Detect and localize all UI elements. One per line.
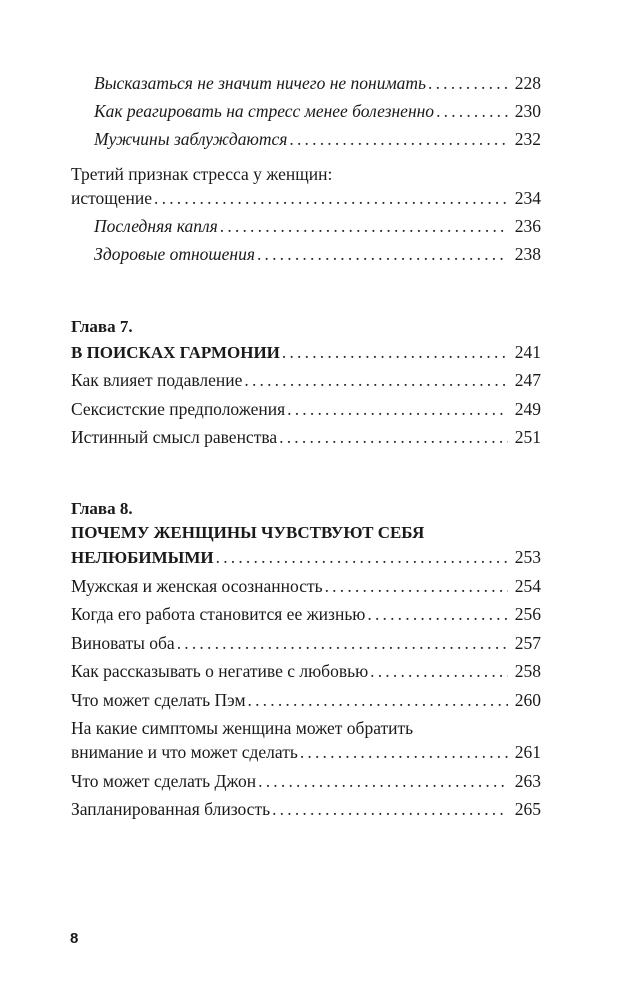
- toc-entry-title: Высказаться не значит ничего не понимать: [94, 73, 427, 93]
- toc-entry: [71, 602, 541, 626]
- toc-entry-title: Мужская и женская осознанность: [71, 576, 323, 596]
- toc-entry-title: Что может сделать Пэм: [71, 690, 246, 710]
- toc-entry: [71, 397, 541, 421]
- toc-entry: [71, 688, 541, 712]
- toc-entry-title: Как реагировать на стресс менее болезненно: [94, 101, 435, 121]
- toc-entry-page: 265: [514, 799, 541, 819]
- dot-leader: [244, 368, 508, 392]
- dot-leader: [248, 688, 508, 712]
- toc-entry-title: Виноваты оба: [71, 633, 175, 653]
- toc-entry-title: Что может сделать Джон: [71, 771, 257, 791]
- chapter-title: [71, 545, 541, 570]
- toc-entry-page: 251: [514, 427, 541, 447]
- toc-entry-title: Запланированная близость: [71, 799, 271, 819]
- toc-entry: [94, 71, 541, 95]
- toc-entry-title: Последняя капля: [94, 216, 218, 236]
- toc-entry-title: истощение: [71, 188, 153, 208]
- toc-entry-title: Здоровые отношения: [94, 244, 255, 264]
- toc-entry-page: 256: [514, 604, 541, 624]
- toc-entry: [94, 127, 541, 151]
- toc-entry: [71, 797, 541, 821]
- dot-leader: [300, 740, 508, 764]
- toc-entry-title: Сексистские предположения: [71, 399, 286, 419]
- toc-entry-page: 254: [514, 576, 541, 596]
- toc-entry-page: 257: [514, 633, 541, 653]
- toc-entry-title: Мужчины заблуждаются: [94, 129, 288, 149]
- chapter-label: Глава 7.: [71, 317, 133, 336]
- toc-entry-page: 249: [514, 399, 541, 419]
- toc-entry-page: 263: [514, 771, 541, 791]
- dot-leader: [436, 99, 508, 123]
- toc-entry-title: Когда его работа становится ее жизнью: [71, 604, 366, 624]
- dot-leader: [154, 186, 508, 210]
- dot-leader: [177, 631, 508, 655]
- toc-entry: [71, 186, 541, 210]
- toc-entry-page: 234: [514, 188, 541, 208]
- chapter-title-line1: ПОЧЕМУ ЖЕНЩИНЫ ЧУВСТВУЮТ СЕБЯ: [71, 523, 425, 542]
- chapter-title-text: НЕЛЮБИМЫМИ: [71, 548, 214, 567]
- toc-entry: [71, 368, 541, 392]
- toc-entry: [71, 659, 541, 683]
- toc-entry-page: 228: [514, 73, 541, 93]
- toc-entry: [94, 242, 541, 266]
- toc-entry-page: 253: [514, 547, 541, 567]
- toc-entry-page: 258: [514, 661, 541, 681]
- dot-leader: [370, 659, 508, 683]
- dot-leader: [257, 242, 508, 266]
- chapter-title-text: В ПОИСКАХ ГАРМОНИИ: [71, 343, 280, 362]
- toc-entry: [71, 769, 541, 793]
- dot-leader: [325, 574, 508, 598]
- toc-entry-page: 232: [514, 129, 541, 149]
- page-number: 8: [70, 930, 79, 947]
- toc-entry-page: 261: [514, 742, 541, 762]
- toc-entry: [94, 214, 541, 238]
- toc-entry: [71, 631, 541, 655]
- toc-entry: [71, 574, 541, 598]
- dot-leader: [279, 425, 508, 449]
- dot-leader: [272, 797, 508, 821]
- dot-leader: [216, 545, 508, 569]
- chapter-title: [71, 340, 541, 365]
- toc-entry: [71, 425, 541, 449]
- toc-entry-page: 238: [514, 244, 541, 264]
- toc-entry-title-line1: На какие симптомы женщина может обратить: [71, 718, 414, 738]
- toc-entry-title-line1: Третий признак стресса у женщин:: [71, 164, 333, 184]
- toc-entry-page: 230: [514, 101, 541, 121]
- chapter-label: Глава 8.: [71, 499, 133, 518]
- dot-leader: [289, 127, 508, 151]
- toc-entry: [71, 740, 541, 764]
- toc-entry-page: 260: [514, 690, 541, 710]
- toc-entry-page: 247: [514, 370, 541, 390]
- dot-leader: [367, 602, 508, 626]
- toc-entry-title: Как влияет подавление: [71, 370, 243, 390]
- toc-entry-title: Истинный смысл равенства: [71, 427, 278, 447]
- dot-leader: [220, 214, 508, 238]
- dot-leader: [258, 769, 508, 793]
- dot-leader: [282, 340, 508, 364]
- toc-entry-title: Как рассказывать о негативе с любовью: [71, 661, 369, 681]
- dot-leader: [428, 71, 508, 95]
- dot-leader: [287, 397, 508, 421]
- toc-entry-page: 236: [514, 216, 541, 236]
- toc-entry: [94, 99, 541, 123]
- toc-entry-title: внимание и что может сделать: [71, 742, 298, 762]
- toc-entry-page: 241: [514, 342, 541, 362]
